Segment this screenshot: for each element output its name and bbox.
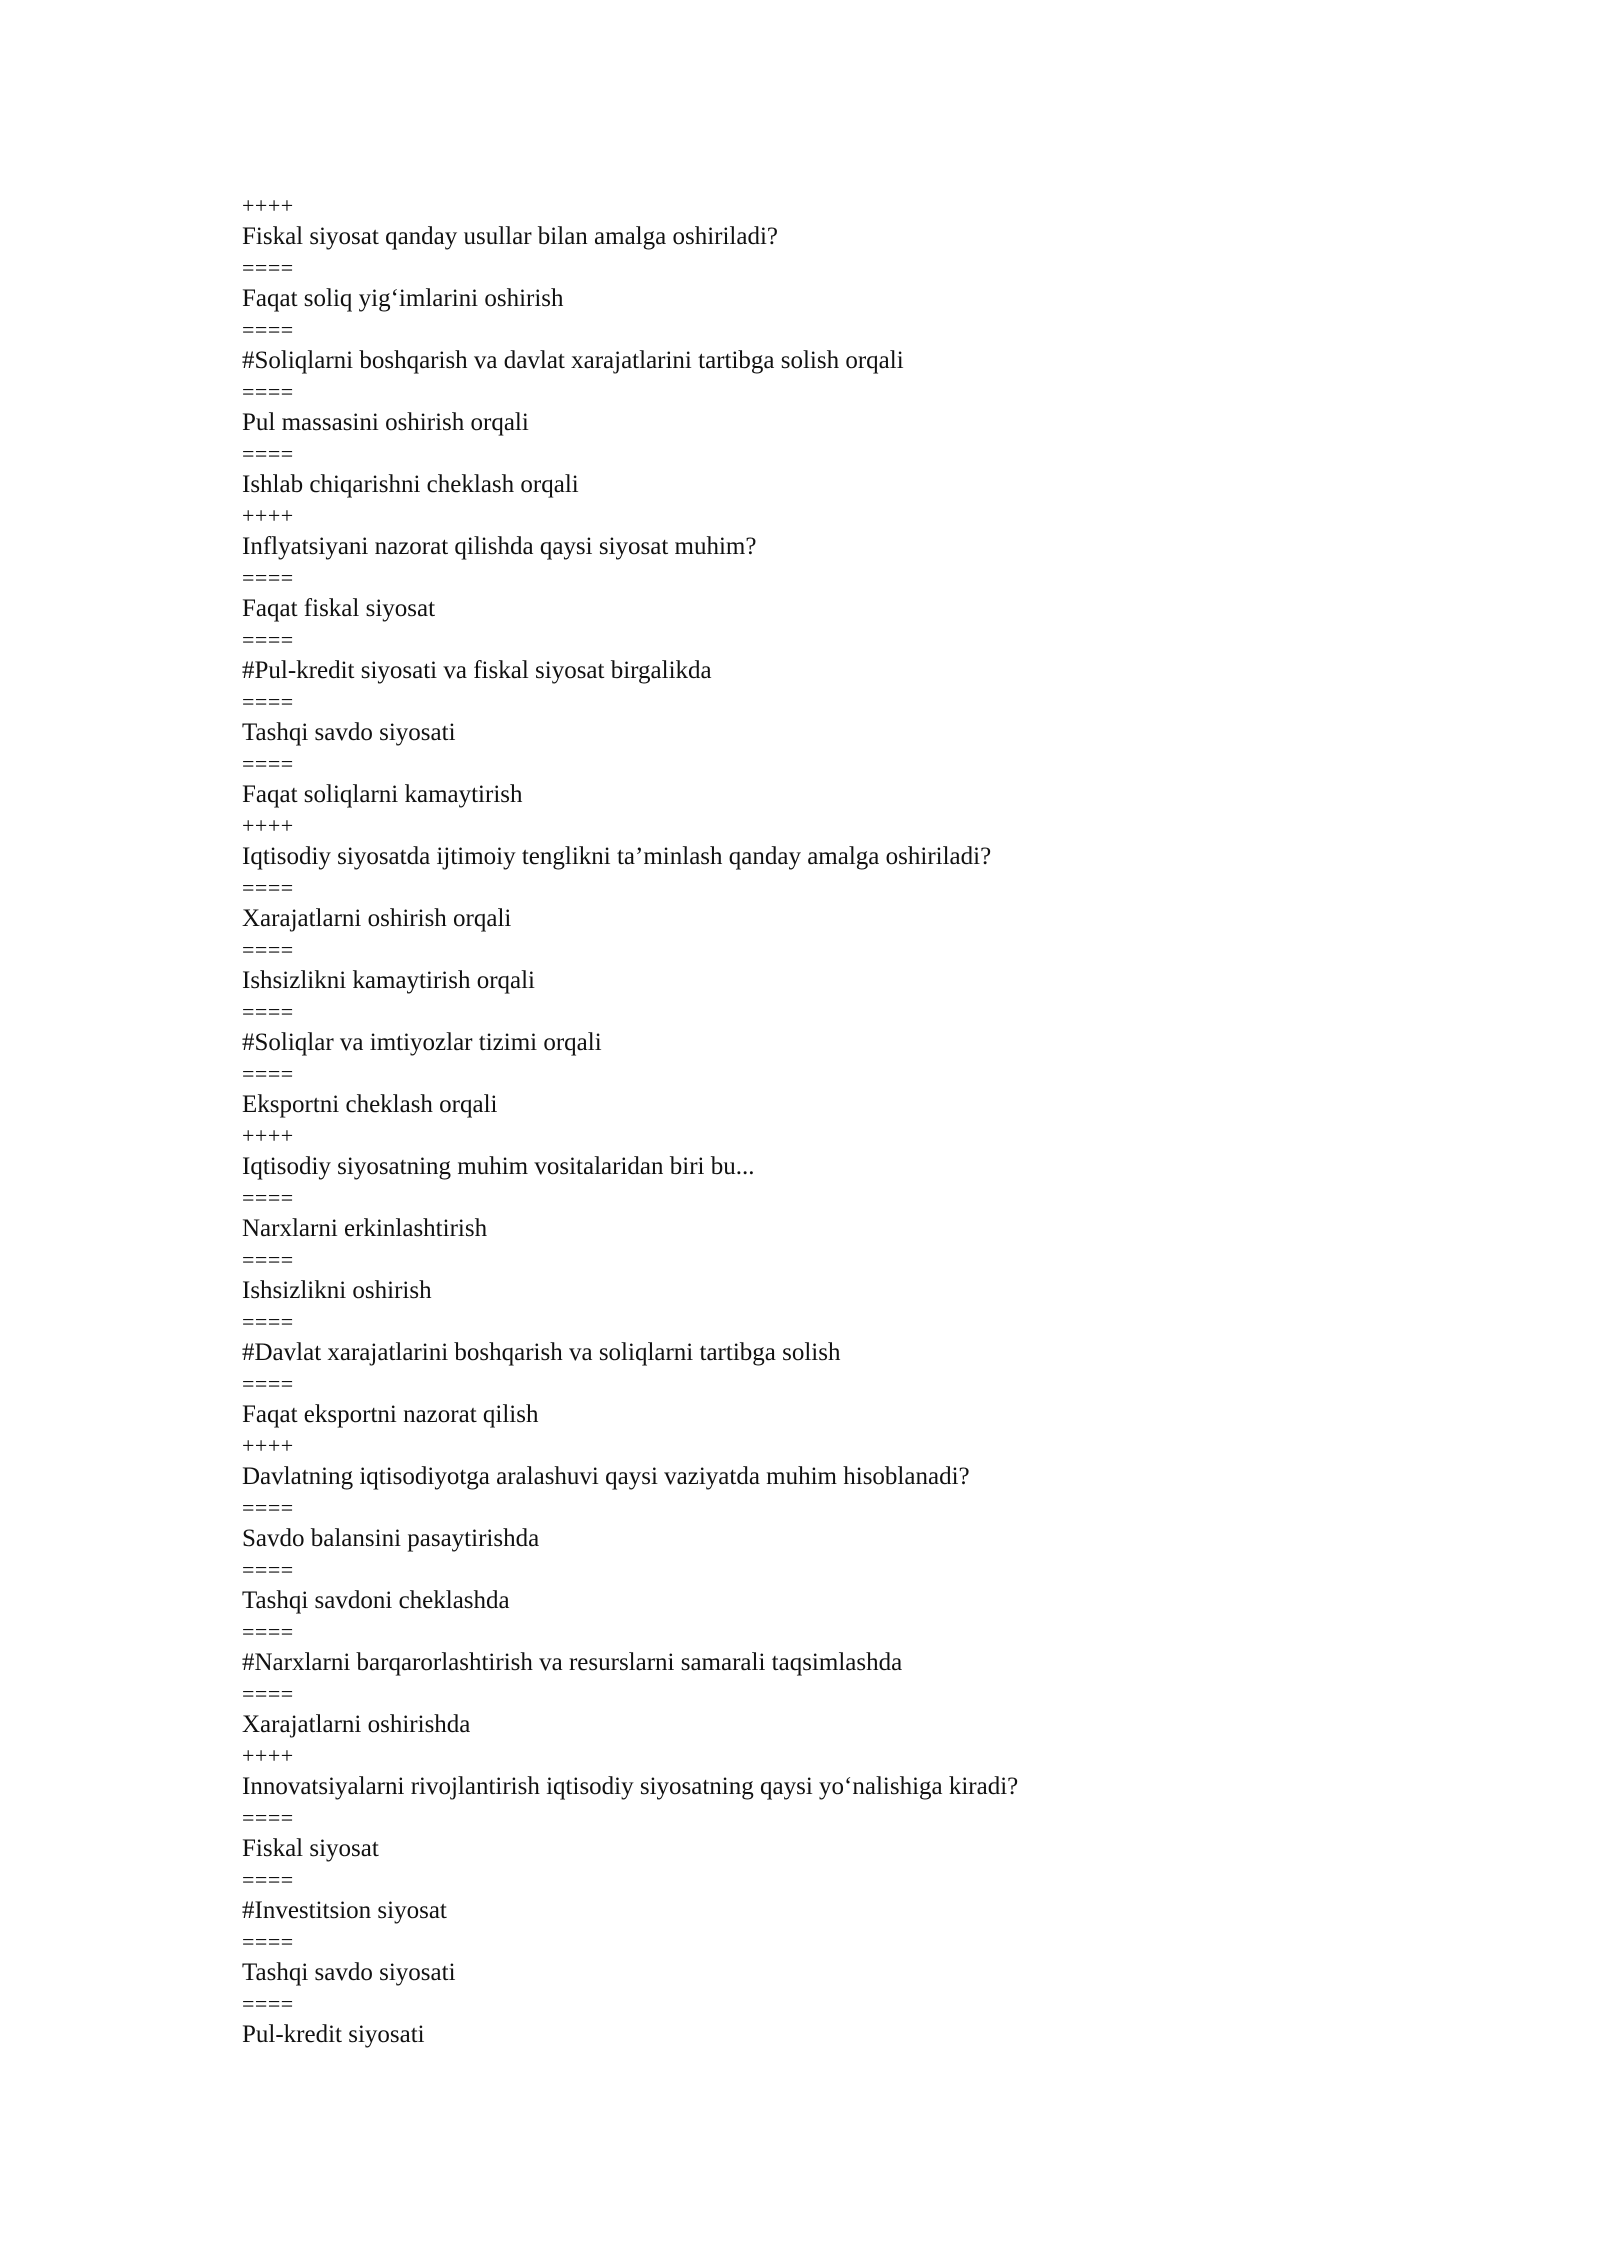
answer-option: Xarajatlarni oshirishda xyxy=(242,1711,471,1738)
answer-marker: ==== xyxy=(242,255,294,280)
answer-option: Ishsizlikni kamaytirish orqali xyxy=(242,967,536,994)
answer-marker: ==== xyxy=(242,1371,294,1396)
answer-marker: ==== xyxy=(242,441,294,466)
answer-marker: ==== xyxy=(242,1309,294,1334)
answer-option-correct: #Pul-kredit siyosati va fiskal siyosat birgalikda xyxy=(242,657,712,684)
answer-option: Ishlab chiqarishni cheklash orqali xyxy=(242,471,579,498)
answer-option: Xarajatlarni oshirish orqali xyxy=(242,905,512,932)
answer-marker: ==== xyxy=(242,1495,294,1520)
answer-option: Pul massasini oshirish orqali xyxy=(242,409,529,436)
answer-option-correct: #Davlat xarajatlarini boshqarish va soliqlarni tartibga solish xyxy=(242,1339,841,1366)
answer-option: Savdo balansini pasaytirishda xyxy=(242,1525,540,1552)
answer-marker: ==== xyxy=(242,1061,294,1086)
question-marker: ++++ xyxy=(242,1743,294,1768)
question-text: Fiskal siyosat qanday usullar bilan amalga oshiriladi? xyxy=(242,223,778,250)
question-marker: ++++ xyxy=(242,813,294,838)
question-block xyxy=(242,504,1392,814)
question-text: Innovatsiyalarni rivojlantirish iqtisodiy siyosatning qaysi yo‘nalishiga kiradi? xyxy=(242,1773,1019,1800)
question-block xyxy=(242,814,1392,1124)
question-block xyxy=(242,1744,1392,2054)
question-block xyxy=(242,1434,1392,1744)
answer-option-correct: #Investitsion siyosat xyxy=(242,1897,447,1924)
answer-marker: ==== xyxy=(242,937,294,962)
answer-marker: ==== xyxy=(242,875,294,900)
answer-marker: ==== xyxy=(242,1991,294,2016)
question-block xyxy=(242,194,1392,504)
question-marker: ++++ xyxy=(242,1123,294,1148)
question-text: Iqtisodiy siyosatda ijtimoiy tenglikni ta’minlash qanday amalga oshiriladi? xyxy=(242,843,992,870)
question-marker: ++++ xyxy=(242,193,294,218)
answer-marker: ==== xyxy=(242,1619,294,1644)
answer-marker: ==== xyxy=(242,1557,294,1582)
answer-marker: ==== xyxy=(242,379,294,404)
question-block xyxy=(242,1124,1392,1434)
answer-marker: ==== xyxy=(242,1681,294,1706)
answer-option: Faqat eksportni nazorat qilish xyxy=(242,1401,539,1428)
answer-option: Pul-kredit siyosati xyxy=(242,2021,425,2048)
answer-option: Tashqi savdoni cheklashda xyxy=(242,1587,510,1614)
answer-marker: ==== xyxy=(242,999,294,1024)
answer-option: Fiskal siyosat xyxy=(242,1835,379,1862)
question-text: Inflyatsiyani nazorat qilishda qaysi siyosat muhim? xyxy=(242,533,757,560)
answer-marker: ==== xyxy=(242,1929,294,1954)
answer-marker: ==== xyxy=(242,751,294,776)
quiz-content xyxy=(242,194,1392,2054)
answer-option: Tashqi savdo siyosati xyxy=(242,1959,456,1986)
answer-option: Ishsizlikni oshirish xyxy=(242,1277,432,1304)
answer-option: Tashqi savdo siyosati xyxy=(242,719,456,746)
answer-option: Eksportni cheklash orqali xyxy=(242,1091,498,1118)
answer-marker: ==== xyxy=(242,1805,294,1830)
answer-option-correct: #Soliqlarni boshqarish va davlat xarajatlarini tartibga solish orqali xyxy=(242,347,904,374)
answer-marker: ==== xyxy=(242,565,294,590)
answer-marker: ==== xyxy=(242,317,294,342)
question-marker: ++++ xyxy=(242,1433,294,1458)
answer-option-correct: #Soliqlar va imtiyozlar tizimi orqali xyxy=(242,1029,602,1056)
question-text: Iqtisodiy siyosatning muhim vositalaridan biri bu... xyxy=(242,1153,755,1180)
answer-option: Narxlarni erkinlashtirish xyxy=(242,1215,488,1242)
answer-option: Faqat soliq yig‘imlarini oshirish xyxy=(242,285,564,312)
answer-marker: ==== xyxy=(242,1867,294,1892)
answer-option-correct: #Narxlarni barqarorlashtirish va resurslarni samarali taqsimlashda xyxy=(242,1649,903,1676)
question-marker: ++++ xyxy=(242,503,294,528)
question-text: Davlatning iqtisodiyotga aralashuvi qaysi vaziyatda muhim hisoblanadi? xyxy=(242,1463,970,1490)
answer-option: Faqat soliqlarni kamaytirish xyxy=(242,781,523,808)
answer-marker: ==== xyxy=(242,1185,294,1210)
answer-marker: ==== xyxy=(242,627,294,652)
answer-option: Faqat fiskal siyosat xyxy=(242,595,436,622)
answer-marker: ==== xyxy=(242,1247,294,1272)
answer-marker: ==== xyxy=(242,689,294,714)
